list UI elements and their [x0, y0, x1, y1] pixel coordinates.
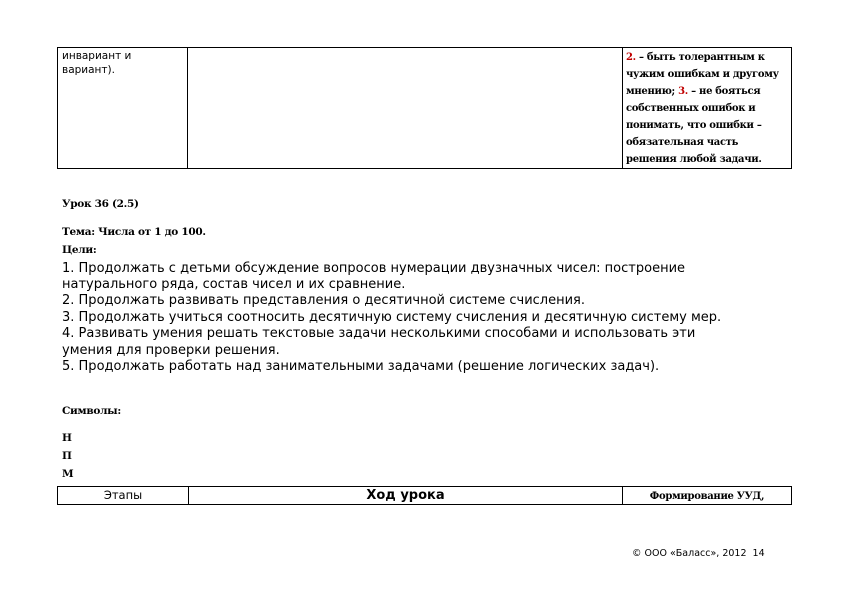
cell-line: мнению; 3. – не бояться	[626, 86, 761, 97]
top-table	[57, 47, 792, 169]
goals-label: Цели:	[62, 244, 97, 256]
symbols-label: Символы:	[62, 405, 121, 417]
goal-line: 2. Продолжать развивать представления о десятичной системе счисления.	[62, 293, 586, 308]
number-2: 2.	[626, 52, 636, 63]
goal-line: 5. Продолжать работать над занимательными задачами (решение логических задач).	[62, 359, 660, 374]
symbol-m: М	[62, 468, 74, 480]
cell-line: понимать, что ошибки –	[626, 120, 762, 131]
goal-line: натурального ряда, состав чисел и их сравнение.	[62, 277, 406, 292]
lesson-table-header	[57, 486, 792, 505]
goal-line: 1. Продолжать с детьми обсуждение вопросов нумерации двузначных чисел: построение	[62, 261, 686, 276]
header-stages: Этапы	[58, 487, 189, 504]
cell-line: вариант).	[62, 64, 115, 76]
lesson-topic: Тема: Числа от 1 до 100.	[62, 226, 206, 238]
cell-line: собственных ошибок и	[626, 103, 756, 114]
header-uud: Формирование УУД,	[622, 487, 791, 504]
number-3: 3.	[678, 86, 688, 97]
top-table-cell-1	[58, 48, 188, 168]
cell-line: инвариант и	[62, 50, 132, 62]
top-table-cell-3	[622, 48, 791, 168]
header-lesson-flow: Ход урока	[366, 488, 445, 503]
page-number: 14	[752, 548, 765, 559]
cell-line: обязательная часть	[626, 137, 739, 148]
lesson-number: Урок 36 (2.5)	[62, 198, 139, 210]
cell-line: решения любой задачи.	[626, 154, 762, 165]
page-footer	[632, 548, 765, 559]
goal-line: 4. Развивать умения решать текстовые задачи несколькими способами и использовать эти	[62, 326, 696, 341]
symbol-n: Н	[62, 432, 72, 444]
goal-line: 3. Продолжать учиться соотносить десятичную систему счисления и десятичную систему мер.	[62, 310, 722, 325]
cell-line: 2. – быть толерантным к	[626, 52, 765, 63]
goal-line: умения для проверки решения.	[62, 343, 280, 358]
cell-line: чужим ошибкам и другому	[626, 69, 779, 80]
copyright: © ООО «Баласс», 2012	[632, 548, 747, 559]
symbol-p: П	[62, 450, 72, 462]
